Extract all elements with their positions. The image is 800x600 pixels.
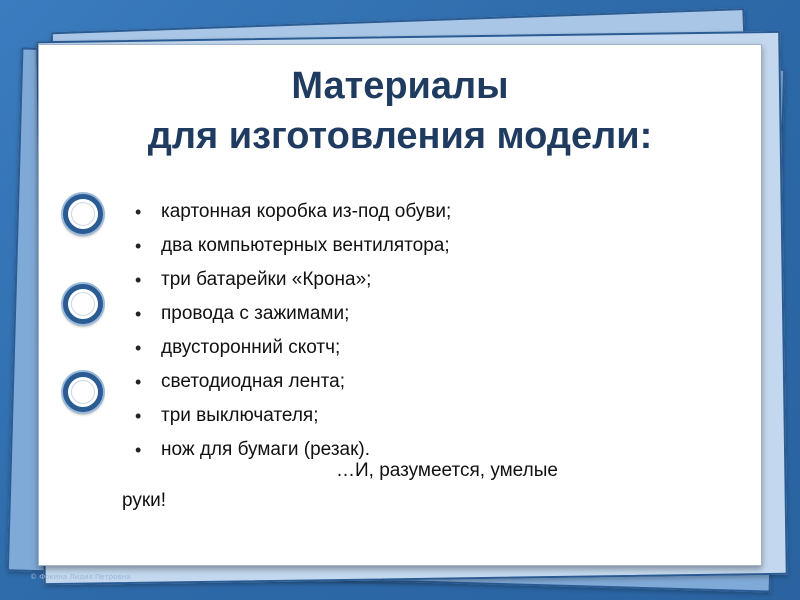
ring-icon [63,372,103,412]
bullet-icon: • [135,406,142,426]
ring-icon [63,284,103,324]
list-item-text: три батарейки «Крона»; [161,269,372,290]
list-item-text: светодиодная лента; [161,371,345,392]
bullet-icon: • [135,338,142,358]
closing-line-2: руки! [122,490,167,511]
list-item [135,365,451,399]
ring-icon [63,194,103,234]
bullet-icon: • [135,202,142,222]
bullet-icon: • [135,304,142,324]
title-line-1: Материалы [291,65,509,107]
bullet-icon: • [135,440,142,460]
copyright-text: © Фокина Лидия Петровна [30,573,131,581]
list-item [135,399,451,433]
list-item-text: три выключателя; [161,405,319,426]
bullet-icon: • [135,270,142,290]
list-item-text: нож для бумаги (резак). [161,439,371,460]
bullet-icon: • [135,236,142,256]
materials-list [135,195,451,467]
closing-line-1: …И, разумеется, умелые [336,460,558,481]
bullet-icon: • [135,372,142,392]
list-item [135,263,451,297]
slide-title [39,61,761,161]
list-item-text: провода с зажимами; [161,303,350,324]
list-item [135,229,451,263]
list-item-text: картонная коробка из-под обуви; [161,201,452,222]
list-item [135,297,451,331]
title-line-2: для изготовления модели: [147,115,653,157]
list-item-text: двусторонний скотч; [161,337,341,358]
list-item [135,195,451,229]
list-item [135,331,451,365]
list-item-text: два компьютерных вентилятора; [161,235,450,256]
closing-text [122,456,642,516]
